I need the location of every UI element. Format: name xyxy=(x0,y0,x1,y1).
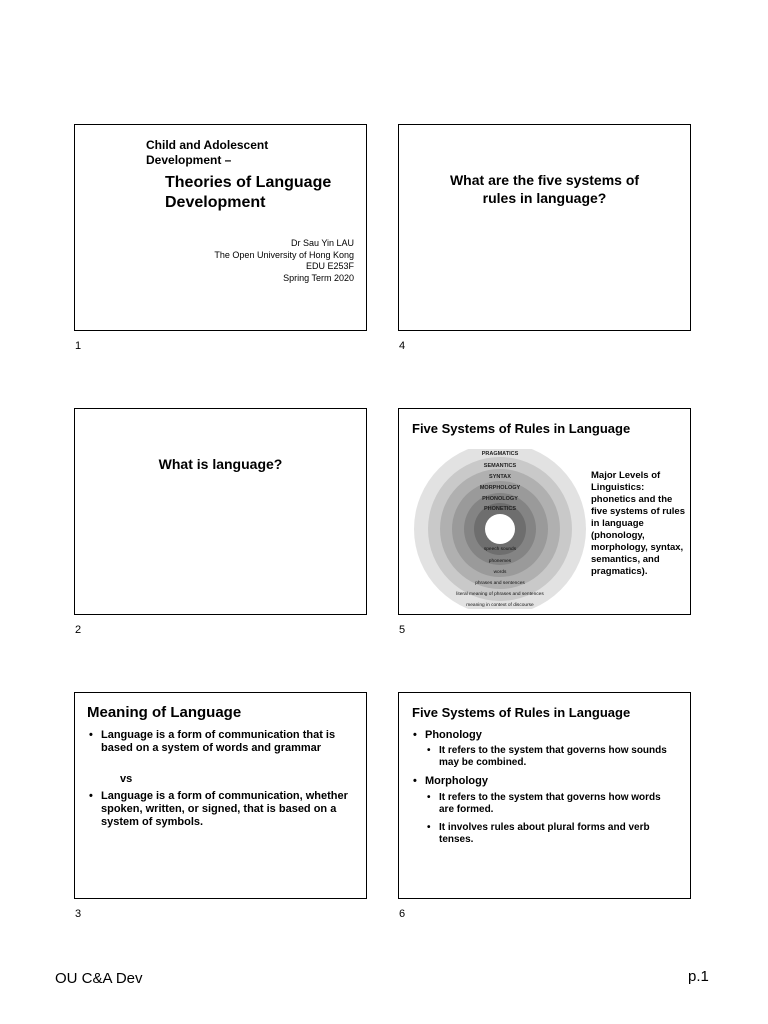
bullet-item xyxy=(413,775,675,788)
slide-5-heading: Five Systems of Rules in Language xyxy=(412,421,631,436)
slide-5-caption: Major Levels of Linguistics: phonetics and the five systems of rules in language (phonology, morphology, syntax, semantics, and pragmatics). xyxy=(591,470,685,577)
ring-desc-literal-meaning: literal meaning of phrases and sentences xyxy=(456,592,544,597)
slide-2 xyxy=(74,408,367,615)
footer-course: OU C&A Dev xyxy=(55,970,143,987)
bullet-glyph: • xyxy=(427,822,431,833)
ring-label-pragmatics: PRAGMATICS xyxy=(481,451,519,457)
sub-bullet-item xyxy=(427,792,672,816)
sub-bullet-morphology-2: It involves rules about plural forms and verb tenses. xyxy=(439,822,650,845)
slide-number-2: 2 xyxy=(75,624,82,636)
vs-label: vs xyxy=(120,773,133,785)
bullet-glyph: • xyxy=(413,729,417,741)
footer-page-number: p.1 xyxy=(688,968,709,985)
slide-number-6: 6 xyxy=(399,908,406,920)
institution: The Open University of Hong Kong xyxy=(214,249,354,260)
ring-desc-phrases: phrases and sentences xyxy=(475,581,525,586)
author: Dr Sau Yin LAU xyxy=(290,238,354,248)
bullet-phonology: Phonology xyxy=(425,729,482,741)
bullet-glyph: • xyxy=(427,792,431,803)
ring-desc-speech-sounds: speech sounds xyxy=(483,547,517,552)
bullet-item xyxy=(89,790,351,829)
ring-desc-words: words xyxy=(493,570,507,575)
slide-1 xyxy=(74,124,367,331)
bullet-text-2: Language is a form of communication, whether spoken, written, or signed, that is based on a system of symbols. xyxy=(101,790,348,828)
bullet-glyph: • xyxy=(89,729,93,741)
slide-number-3: 3 xyxy=(75,908,82,920)
bullet-glyph: • xyxy=(427,745,431,756)
ring-label-morphology: MORPHOLOGY xyxy=(479,485,521,491)
slide-1-info xyxy=(214,238,354,284)
bullet-morphology: Morphology xyxy=(425,775,488,787)
sub-bullet-item xyxy=(427,745,672,769)
bullet-glyph: • xyxy=(89,790,93,802)
slide-2-question: What is language? xyxy=(158,456,283,472)
slide-6-heading: Five Systems of Rules in Language xyxy=(412,705,631,720)
sub-bullet-item xyxy=(427,822,672,846)
bullet-item xyxy=(413,729,675,742)
term: Spring Term 2020 xyxy=(283,272,354,283)
slide-4-question: What are the five systems of rules in language? xyxy=(449,172,640,206)
slide-1-subtitle: Child and Adolescent Development – xyxy=(146,138,269,167)
slide-6 xyxy=(398,692,691,899)
slide-number-5: 5 xyxy=(399,624,406,636)
ring-desc-phonemes: phonemes xyxy=(488,559,512,564)
bullet-item xyxy=(89,729,351,755)
course-code: EDU E253F xyxy=(305,261,354,271)
slide-number-1: 1 xyxy=(75,340,82,352)
slide-number-4: 4 xyxy=(399,340,406,352)
bullet-glyph: • xyxy=(413,775,417,787)
sub-bullet-morphology-1: It refers to the system that governs how words are formed. xyxy=(439,792,661,815)
linguistics-levels-diagram xyxy=(414,449,586,609)
ring-label-phonetics: PHONETICS xyxy=(483,506,517,512)
slide-1-title: Theories of Language Development xyxy=(165,174,332,211)
slide-4 xyxy=(398,124,691,331)
ring-label-phonology: PHONOLOGY xyxy=(482,496,518,502)
bullet-text-1: Language is a form of communication that is based on a system of words and grammar xyxy=(101,729,336,754)
ring-desc-discourse: meaning in context of discourse xyxy=(466,603,534,608)
ring-label-semantics: SEMANTICS xyxy=(483,463,517,469)
slide-3 xyxy=(74,692,367,899)
ring-center xyxy=(485,514,515,544)
ring-label-syntax: SYNTAX xyxy=(489,474,511,480)
slide-3-heading: Meaning of Language xyxy=(87,704,242,721)
slide-5 xyxy=(398,408,691,615)
sub-bullet-phonology: It refers to the system that governs how sounds may be combined. xyxy=(439,745,667,768)
